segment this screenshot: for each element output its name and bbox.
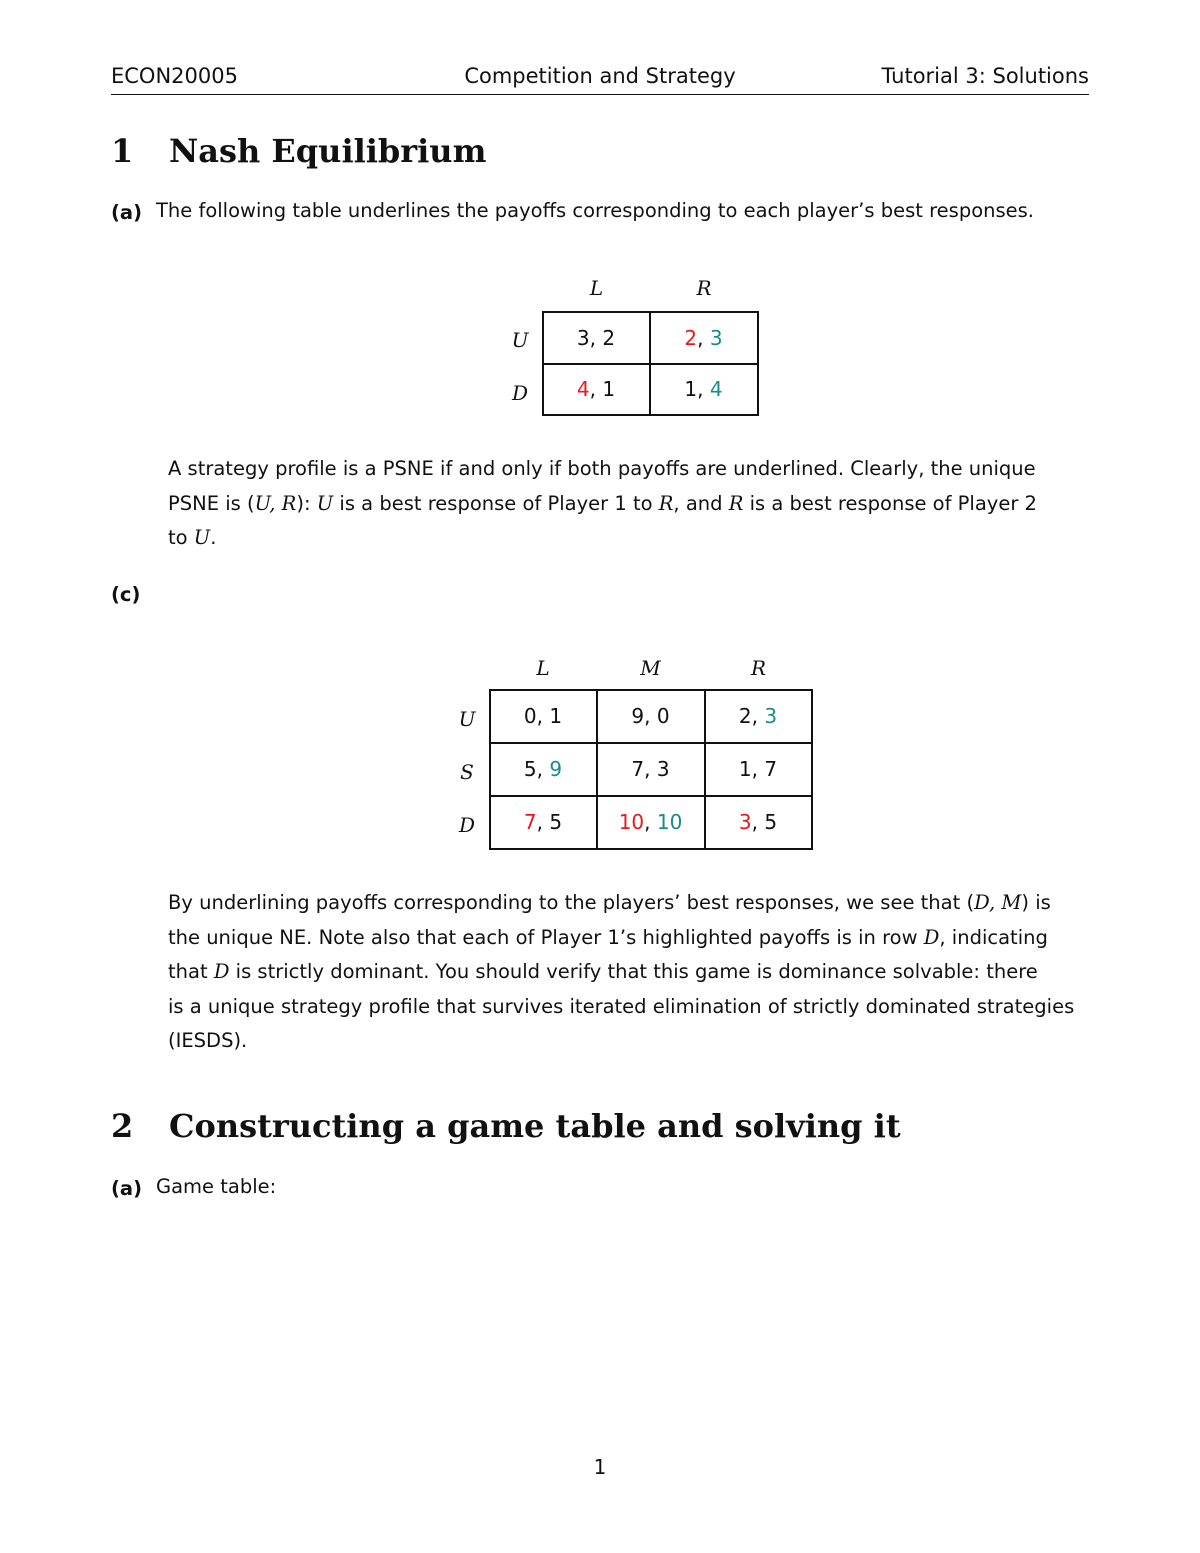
table2-cell: 0 , 1 xyxy=(523,704,563,728)
header-course-title: Competition and Strategy xyxy=(464,64,736,88)
section-1-title: Nash Equilibrium xyxy=(169,132,487,170)
table2-cell: 5 , 9 xyxy=(523,757,563,781)
table1-col-header: R xyxy=(696,276,712,300)
table1-cell: 3 , 2 xyxy=(576,325,616,350)
table1-col-header: L xyxy=(589,276,604,300)
table2-cell: 9 , 0 xyxy=(631,704,670,728)
page-number: 1 xyxy=(593,1455,607,1479)
section-2-part-a-label: (a) xyxy=(111,1177,142,1200)
table2-row-header: D xyxy=(458,813,476,837)
table2-cell: 7 , 3 xyxy=(631,757,670,781)
section-2-part-a-text: Game table: xyxy=(156,1175,277,1198)
section-1-number: 1 xyxy=(111,132,134,170)
table2-cell: 3 , 5 xyxy=(738,810,778,834)
section-2-heading xyxy=(111,1107,901,1145)
header-tutorial-title: Tutorial 3: Solutions xyxy=(881,64,1089,88)
table2-cell: 2 , 3 xyxy=(738,704,778,728)
table1-row-header: U xyxy=(511,328,529,352)
table2-col-header: R xyxy=(750,656,767,680)
section-2-number: 2 xyxy=(111,1107,134,1145)
table1-row-header: D xyxy=(511,381,529,405)
part-a-intro: The following table underlines the payoffs corresponding to each player’s best responses. xyxy=(156,199,1034,222)
table2-cell: 10 , 10 xyxy=(618,810,683,834)
section-2-title: Constructing a game table and solving it xyxy=(169,1107,901,1145)
table2-row-header: S xyxy=(460,760,474,784)
table2-cell: 7 , 5 xyxy=(523,810,563,834)
table1-cell: 1 , 4 xyxy=(684,377,723,401)
part-a-explanation: A strategy profile is a PSNE if and only if both payoffs are underlined. Clearly, the unique PSNE is (U, R): U is a best response of Player 1 to R, and R is a best response of Player 2 to U. xyxy=(168,457,1037,549)
header-rule xyxy=(111,94,1089,95)
part-c-explanation: By underlining payoffs corresponding to the players’ best responses, we see that (D, M) is the unique NE. Note also that each of Player 1’s highlighted payoffs is in row D, indicating that D is strictly dominant. You should verify that this game is dominance solvable: there is a unique strategy profile that survives iterated elimination of strictly dominated strategies (IESDS). xyxy=(168,891,1075,1052)
table2-col-header: M xyxy=(640,656,661,680)
table2-row-header: U xyxy=(458,707,476,731)
part-c-label: (c) xyxy=(111,583,141,606)
table1-cell: 4 , 1 xyxy=(576,377,616,401)
table1-cell: 2 , 3 xyxy=(684,325,723,350)
part-a-label: (a) xyxy=(111,201,142,224)
section-1-heading xyxy=(111,132,486,170)
header-course-code: ECON20005 xyxy=(111,64,238,88)
table2-cell: 1 , 7 xyxy=(738,757,778,781)
table2-col-header: L xyxy=(536,656,550,680)
